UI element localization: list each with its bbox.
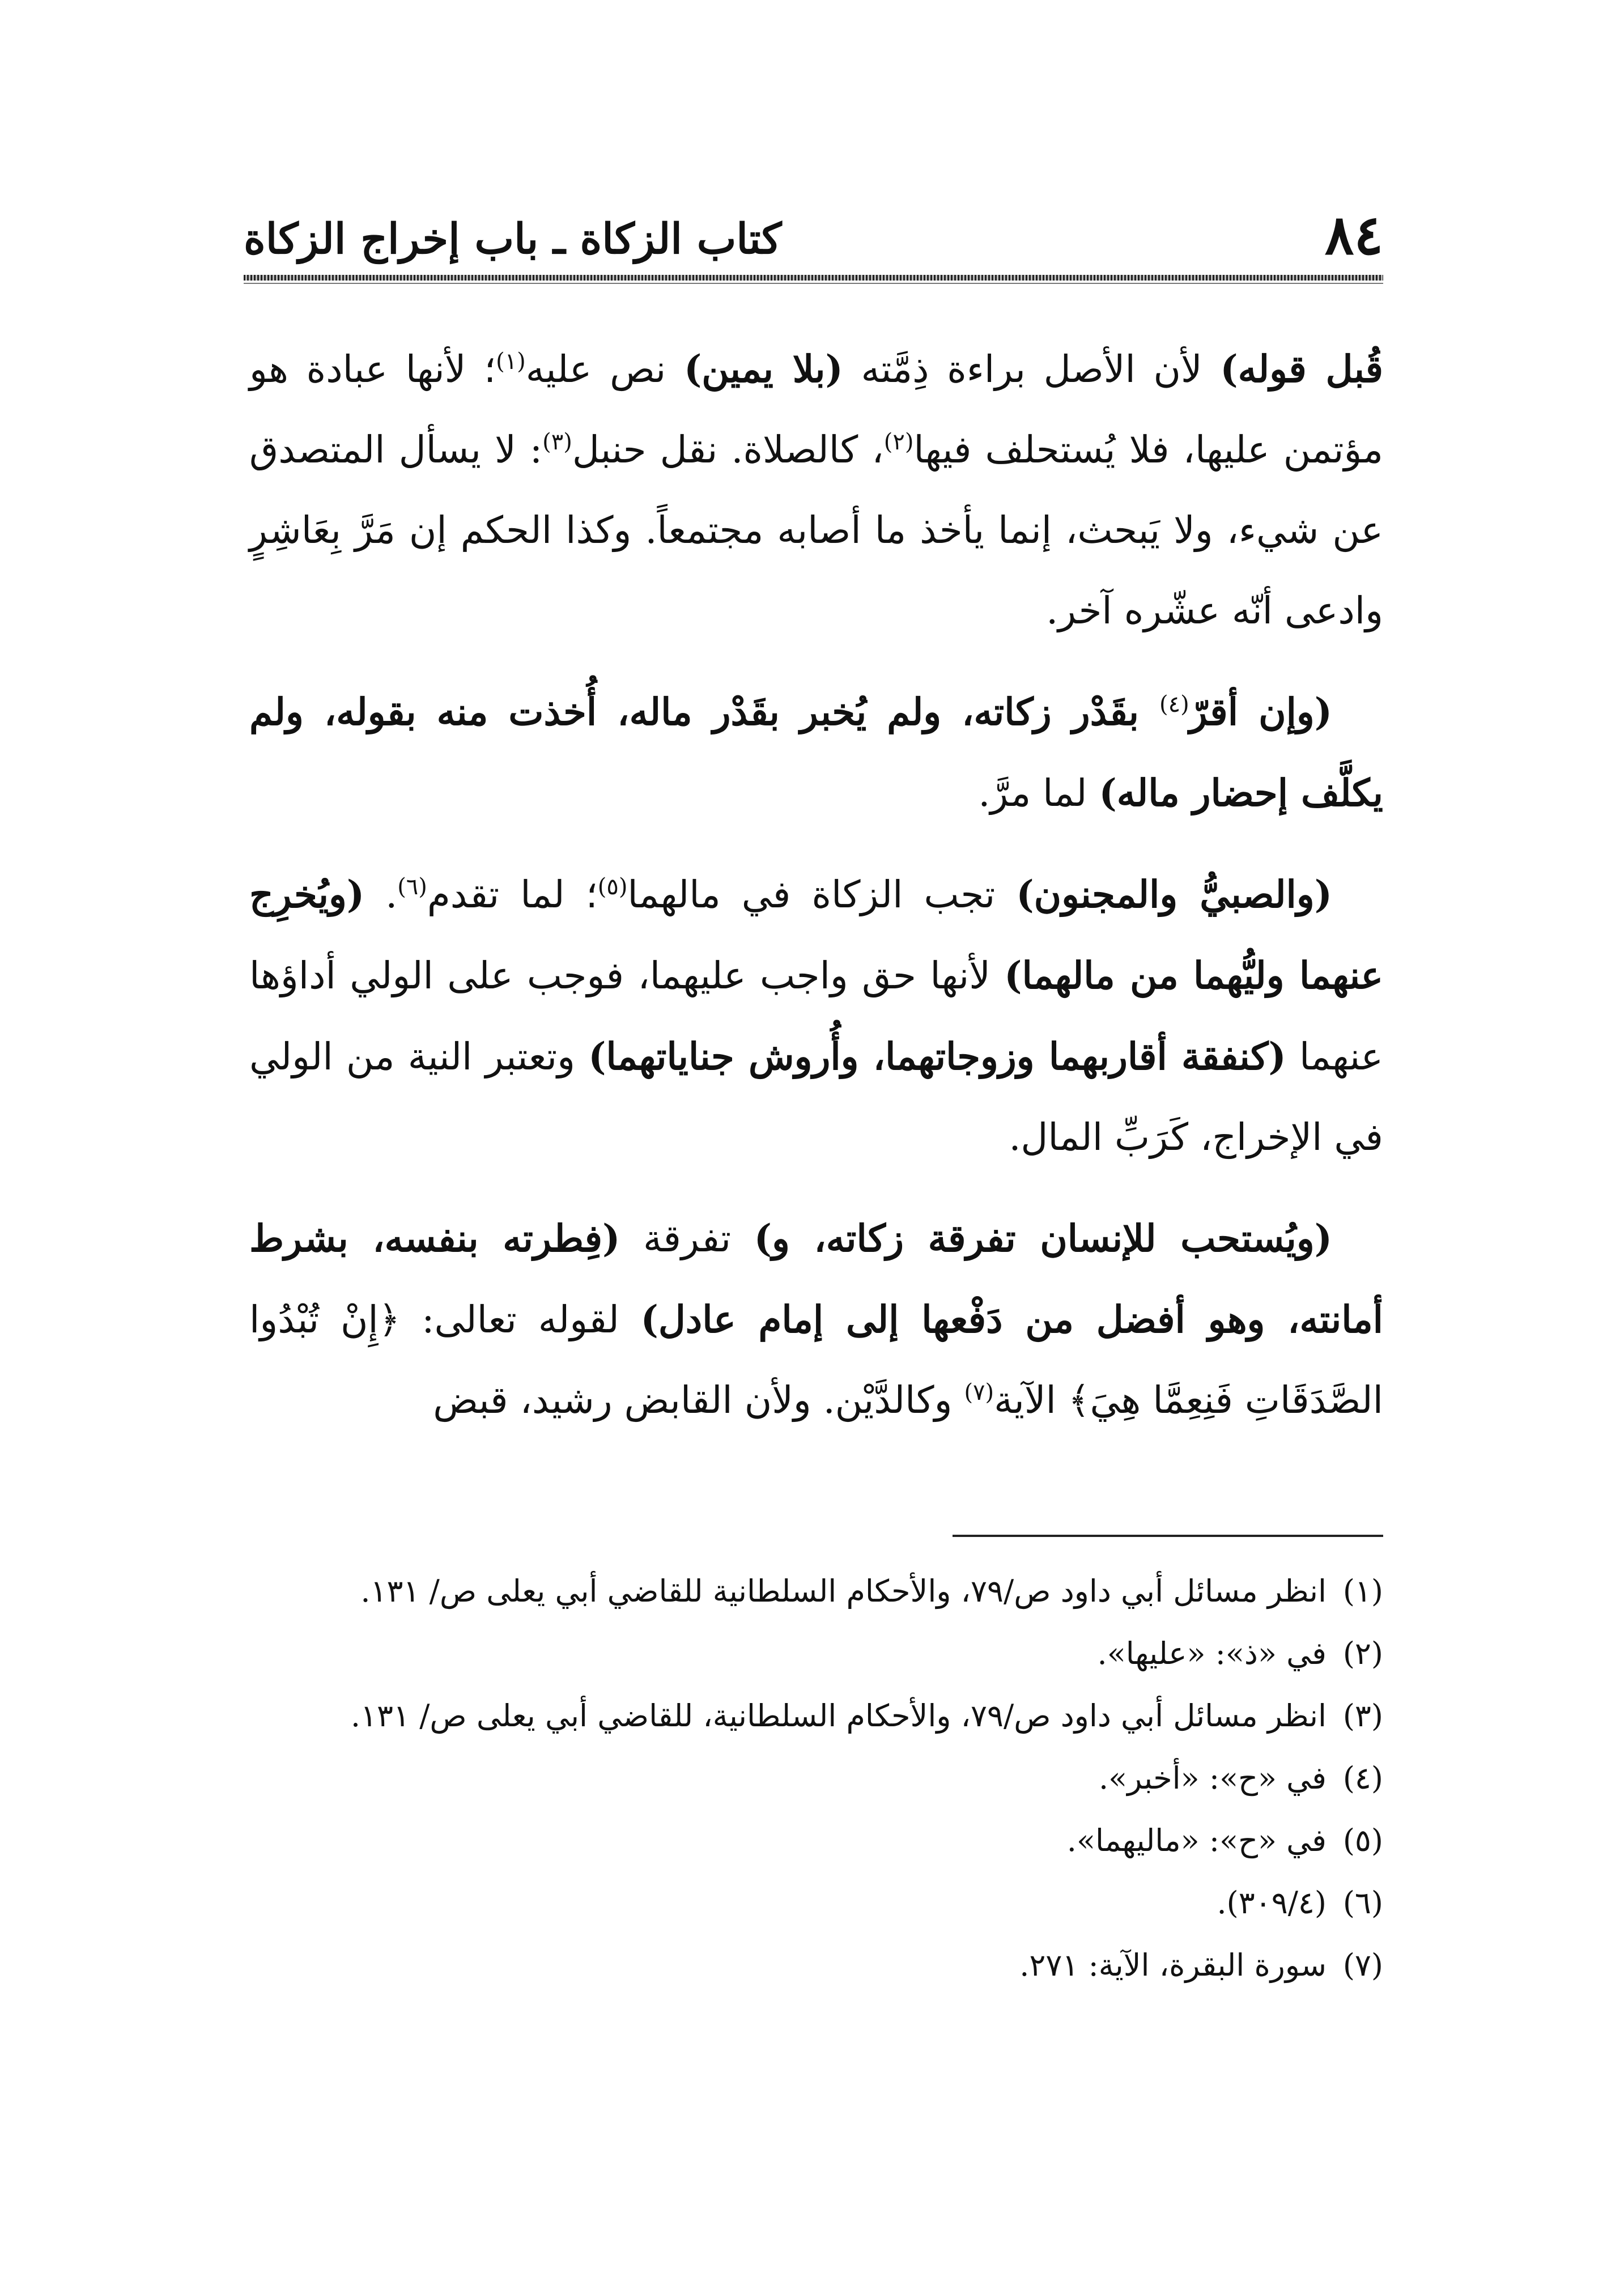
bold-text: (ويُستحب للإنسان تفرقة زكاته، و) bbox=[754, 1216, 1332, 1260]
plain-text: نص عليه bbox=[525, 347, 685, 391]
page-header bbox=[244, 201, 1383, 286]
footnote-ref-3: (٣) bbox=[542, 429, 572, 455]
bold-text: بقَدْر زكاته، ولم يُخبر بقَدْر ماله، أُخذت منه بقوله، ولم يكلَّف إحضار ماله) bbox=[249, 690, 1383, 815]
footnote-ref-7: (٧) bbox=[964, 1379, 994, 1405]
plain-text: وتعتبر النية من الولي في الإخراج، كَرَبِّ المال. bbox=[249, 1035, 1383, 1159]
footnote-number: (٥) bbox=[1342, 1823, 1383, 1858]
bold-text: (بلا يمين) bbox=[684, 347, 843, 391]
footnote bbox=[249, 1689, 1383, 1743]
footnote-ref-4: (٤) bbox=[1159, 691, 1189, 717]
page-number: ٨٤ bbox=[1324, 203, 1383, 267]
footnote-number: (١) bbox=[1342, 1573, 1383, 1609]
footnote-number: (٢) bbox=[1342, 1636, 1383, 1671]
footnotes bbox=[249, 1564, 1383, 2001]
paragraph-4 bbox=[249, 1198, 1383, 1441]
bold-text: (وإن أقرّ bbox=[1189, 690, 1333, 734]
footnote-text: في «ذ»: «عليها». bbox=[1097, 1636, 1327, 1671]
footnote-text: في «ح»: «أخبر». bbox=[1099, 1760, 1327, 1796]
paragraph-2 bbox=[249, 672, 1383, 834]
plain-text: لقوله تعالى: ﴿إِنْ تُبْدُوا الصَّدَقَاتِ فَنِعِمَّا هِيَ﴾ الآية bbox=[249, 1298, 1383, 1422]
footnote-number: (٣) bbox=[1342, 1698, 1383, 1734]
footnote bbox=[249, 1876, 1383, 1930]
paragraph-3 bbox=[249, 854, 1383, 1178]
footnote-number: (٧) bbox=[1342, 1947, 1383, 1983]
footnote-text: انظر مسائل أبي داود ص/٧٩، والأحكام السلطانية، للقاضي أبي يعلى ص/ ١٣١. bbox=[350, 1698, 1327, 1734]
plain-text: : لا يسأل المتصدق عن شيء، ولا يَبحث، إنما يأخذ ما أصابه مجتمعاً. وكذا الحكم إن مَرَّ بِعَاشِرٍ وادعى أنّه عشّره آخر. bbox=[249, 428, 1383, 632]
running-title: كتاب الزكاة ـ باب إخراج الزكاة bbox=[244, 215, 782, 264]
footnote bbox=[249, 1564, 1383, 1619]
footnote-text: سورة البقرة، الآية: ٢٧١. bbox=[1019, 1947, 1327, 1983]
footnote-separator bbox=[953, 1535, 1383, 1537]
plain-text: ، كالصلاة. نقل حنبل bbox=[572, 428, 884, 472]
plain-text: وكالدَّيْن. ولأن القابض رشيد، قبض bbox=[433, 1378, 964, 1422]
footnote-text: في «ح»: «ماليهما». bbox=[1066, 1823, 1327, 1858]
bold-text: (فِطرته بنفسه، بشرط أمانته، وهو أفضل من دَفْعها إلى إمام عادل) bbox=[249, 1216, 1384, 1341]
footnote bbox=[249, 1627, 1383, 1681]
bold-text: (كنفقة أقاربهما وزوجاتهما، وأُروش جناياتهما) bbox=[588, 1034, 1286, 1078]
plain-text: لأن الأصل براءة ذِمَّته bbox=[843, 347, 1221, 391]
header-rule-thin bbox=[244, 283, 1383, 284]
plain-text: لأنها حق واجب عليهما، فوجب على الولي أداؤها عنهما bbox=[249, 954, 1384, 1078]
footnote-number: (٤) bbox=[1342, 1760, 1383, 1796]
plain-text: تجب الزكاة في مالهما bbox=[627, 873, 1017, 916]
plain-text: تفرقة bbox=[620, 1217, 754, 1260]
footnote-text: انظر مسائل أبي داود ص/٧٩، والأحكام السلطانية للقاضي أبي يعلى ص/ ١٣١. bbox=[360, 1573, 1327, 1609]
footnote bbox=[249, 1938, 1383, 1993]
plain-text: ؛ لما تقدم bbox=[427, 873, 598, 916]
header-rule bbox=[244, 275, 1383, 281]
footnote bbox=[249, 1814, 1383, 1868]
plain-text: . bbox=[364, 873, 398, 916]
plain-text: ؛ لأنها عبادة هو مؤتمن عليها، فلا يُستحلف فيها bbox=[249, 347, 1383, 472]
footnote bbox=[249, 1751, 1383, 1806]
footnote-ref-2: (٢) bbox=[883, 429, 914, 455]
footnote-text: (٣٠٩/٤). bbox=[1217, 1885, 1327, 1921]
bold-text: (ويُخرِج عنهما وليُّهما من مالهما) bbox=[249, 872, 1383, 997]
footnote-number: (٦) bbox=[1342, 1885, 1383, 1921]
bold-text: قُبل قوله) bbox=[1220, 347, 1383, 391]
footnote-ref-1: (١) bbox=[496, 349, 526, 375]
footnote-ref-6: (٦) bbox=[397, 874, 427, 900]
main-text bbox=[249, 329, 1383, 1461]
plain-text: لما مرَّ. bbox=[978, 771, 1099, 815]
bold-text: (والصبيُّ والمجنون) bbox=[1016, 872, 1332, 916]
footnote-ref-5: (٥) bbox=[597, 874, 628, 900]
paragraph-1 bbox=[249, 329, 1383, 651]
